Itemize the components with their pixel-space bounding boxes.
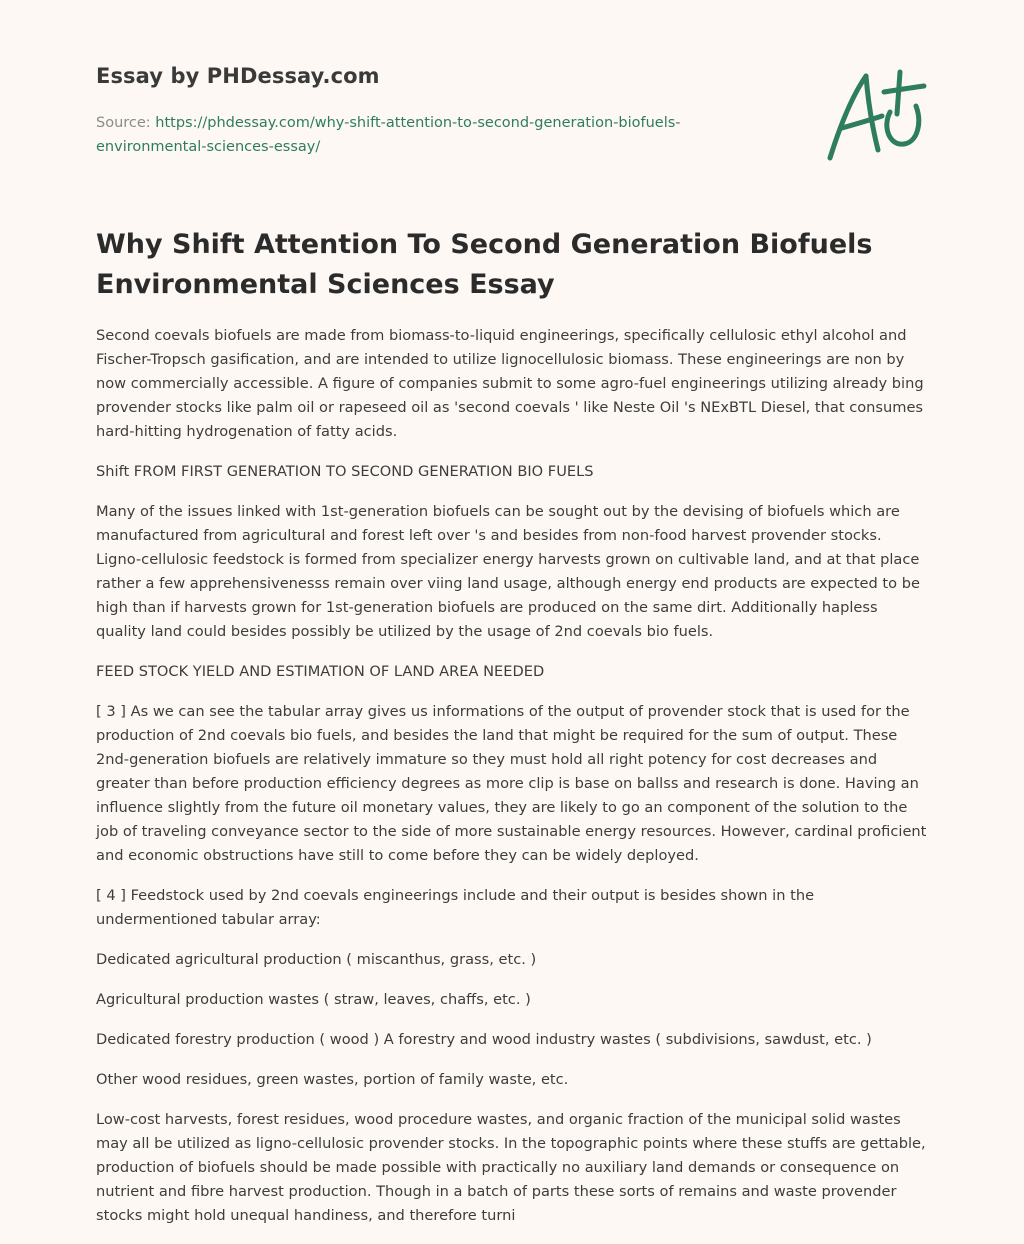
essay-title (96, 225, 926, 305)
paragraph: [ 3 ] As we can see the tabular array gives us informations of the output of provender stock that is used for the production of 2nd coevals bio fuels, and besides the land that might be required for the sum of output. These 2nd-generation biofuels are relatively immature so they must hold all right potency for cost decreases and greater than before production efficiency degrees as more clip is base on ballss and research is done. Having an influence slightly from the future oil monetary values, they are likely to go an component of the solution to the job of traveling conveyance sector to the side of more sustainable energy resources. However, cardinal proficient and economic obstructions have still to come before they can be widely deployed. (96, 703, 927, 864)
section-heading: Shift FROM FIRST GENERATION TO SECOND GENERATION BIO FUELS (96, 463, 594, 480)
source-line (96, 111, 736, 159)
essay-title-line-1: Why Shift Attention To Second Generation Biofuels (96, 229, 873, 260)
paragraph: Low-cost harvests, forest residues, wood procedure wastes, and organic fraction of the municipal solid wastes may all be utilized as ligno-cellulosic provender stocks. In the topographic points where these stuffs are gettable, production of biofuels should be made possible with practically no auxiliary land demands or consequence on nutrient and fibre harvest production. Though in a batch of parts these sorts of remains and waste provender stocks might hold unequal handiness, and therefore turni (96, 1111, 926, 1224)
list-item: Dedicated agricultural production ( miscanthus, grass, etc. ) (96, 951, 537, 968)
source-label: Source: (96, 115, 151, 131)
list-item: Other wood residues, green wastes, portion of family waste, etc. (96, 1071, 569, 1088)
list-item: Agricultural production wastes ( straw, leaves, chaffs, etc. ) (96, 991, 531, 1008)
essay-content (96, 324, 928, 1244)
a-plus-logo-icon (822, 66, 932, 170)
paragraph: Second coevals biofuels are made from biomass-to-liquid engineerings, specifically cellulosic ethyl alcohol and Fischer-Tropsch gasification, and are intended to utilize lignocellulosic biomass. These engineerings are non by now commercially accessible. A figure of companies submit to some agro-fuel engineerings utilizing already bing provender stocks like palm oil or rapeseed oil as 'second coevals ' like Neste Oil 's NExBTL Diesel, that consumes hard-hitting hydrogenation of fatty acids. (96, 327, 924, 440)
paragraph: [ 4 ] Feedstock used by 2nd coevals engineerings include and their output is besides shown in the undermentioned tabular array: (96, 887, 815, 928)
site-title: Essay by PHDessay.com (96, 64, 380, 88)
section-heading: FEED STOCK YIELD AND ESTIMATION OF LAND AREA NEEDED (96, 663, 545, 680)
paragraph: Many of the issues linked with 1st-generation biofuels can be sought out by the devising of biofuels which are manufactured from agricultural and forest left over 's and besides from non-food harvest provender stocks. Ligno-cellulosic feedstock is formed from specializer energy harvests grown on cultivable land, and at that place rather a few apprehensivenesss remain over viing land usage, although energy end products are expected to be high than if harvests grown for 1st-generation biofuels are produced on the same dirt. Additionally hapless quality land could besides possibly be utilized by the usage of 2nd coevals bio fuels. (96, 503, 920, 640)
source-url-line-2: environmental-sciences-essay/ (96, 139, 321, 155)
list-item: Dedicated forestry production ( wood ) A forestry and wood industry wastes ( subdivisions, sawdust, etc. ) (96, 1031, 872, 1048)
source-url-line-1: https://phdessay.com/why-shift-attention-to-second-generation-biofuels- (155, 115, 681, 131)
source-link[interactable] (96, 115, 681, 155)
essay-title-line-2: Environmental Sciences Essay (96, 269, 555, 300)
